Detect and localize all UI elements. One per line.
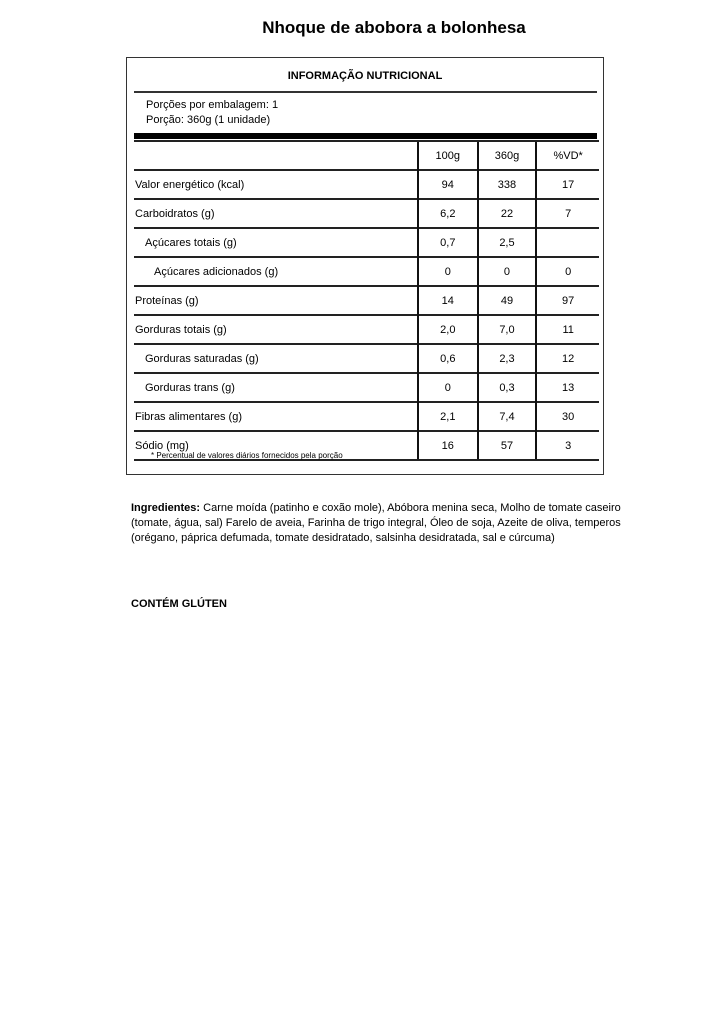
table-row	[134, 170, 599, 199]
table-row	[134, 228, 599, 257]
value-serving: 49	[478, 286, 537, 315]
ingredients-section	[131, 501, 621, 546]
table-header-row	[134, 141, 599, 170]
value-vd: 97	[536, 286, 599, 315]
nutrient-label	[134, 199, 418, 228]
value-vd	[536, 228, 599, 257]
product-title: Nhoque de abobora a bolonhesa	[262, 18, 526, 37]
nutrient-name: Gorduras totais (g)	[135, 323, 227, 336]
nutrient-label	[134, 228, 418, 257]
value-100g: 94	[418, 170, 478, 199]
table-row	[134, 199, 599, 228]
value-serving: 7,4	[478, 402, 537, 431]
nutrient-name: Sódio (mg)	[135, 439, 189, 452]
serving-size: Porção: 360g (1 unidade)	[146, 114, 271, 126]
value-serving: 338	[478, 170, 537, 199]
value-serving: 0,3	[478, 373, 537, 402]
table-row	[134, 257, 599, 286]
value-100g: 6,2	[418, 199, 478, 228]
value-serving: 7,0	[478, 315, 537, 344]
table-row	[134, 286, 599, 315]
nutrient-name: Fibras alimentares (g)	[135, 410, 242, 423]
value-vd: 7	[536, 199, 599, 228]
nutrient-name: Valor energético (kcal)	[135, 178, 245, 191]
value-serving: 22	[478, 199, 537, 228]
nutrient-name: Gorduras trans (g)	[145, 381, 235, 394]
nutrient-label	[134, 286, 418, 315]
allergen-warning: CONTÉM GLÚTEN	[131, 598, 227, 610]
value-vd: 13	[536, 373, 599, 402]
divider	[134, 91, 597, 93]
nutrient-name: Gorduras saturadas (g)	[145, 352, 259, 365]
value-100g: 0	[418, 373, 478, 402]
nutrient-label	[134, 170, 418, 199]
value-serving: 0	[478, 257, 537, 286]
value-100g: 0,6	[418, 344, 478, 373]
nutrient-name: Carboidratos (g)	[135, 207, 215, 220]
table-row	[134, 373, 599, 402]
value-vd: 30	[536, 402, 599, 431]
nutrient-label	[134, 402, 418, 431]
table-row	[134, 344, 599, 373]
value-100g: 0,7	[418, 228, 478, 257]
table-row	[134, 402, 599, 431]
value-vd: 3	[536, 431, 599, 460]
ingredients-label: Ingredientes:	[131, 502, 201, 514]
value-100g: 0	[418, 257, 478, 286]
header-100g: 100g	[418, 141, 478, 170]
thick-divider	[134, 133, 597, 139]
nutrition-facts-panel	[126, 57, 604, 475]
nutrient-name: Açúcares adicionados (g)	[154, 265, 279, 278]
nutrition-heading: INFORMAÇÃO NUTRICIONAL	[287, 70, 443, 82]
value-100g: 14	[418, 286, 478, 315]
nutrient-name: Açúcares totais (g)	[145, 236, 237, 249]
nutrient-label	[134, 373, 418, 402]
value-100g: 16	[418, 431, 478, 460]
ingredients-text: Carne moída (patinho e coxão mole), Abóbora menina seca, Molho de tomate caseiro (tomate, água, sal) Farelo de aveia, Farinha de trigo integral, Óleo de soja, Azeite de oliva, temperos (orégano, páprica defumada, tomate desidratado, salsinha desidratada, sal e cúrcuma)	[131, 502, 621, 544]
nutrition-table	[134, 140, 599, 461]
value-vd: 11	[536, 315, 599, 344]
value-vd: 17	[536, 170, 599, 199]
value-vd: 12	[536, 344, 599, 373]
footnote: * Percentual de valores diários fornecidos pela porção	[151, 451, 343, 460]
nutrient-label	[134, 257, 418, 286]
nutrient-label	[134, 344, 418, 373]
value-100g: 2,1	[418, 402, 478, 431]
servings-per-package: Porções por embalagem: 1	[146, 99, 279, 111]
header-serving: 360g	[478, 141, 537, 170]
value-serving: 2,5	[478, 228, 537, 257]
header-vd: %VD*	[536, 141, 599, 170]
value-serving: 57	[478, 431, 537, 460]
value-100g: 2,0	[418, 315, 478, 344]
table-row	[134, 315, 599, 344]
nutrient-label	[134, 315, 418, 344]
value-serving: 2,3	[478, 344, 537, 373]
value-vd: 0	[536, 257, 599, 286]
header-label	[134, 141, 418, 170]
nutrient-name: Proteínas (g)	[135, 294, 199, 307]
